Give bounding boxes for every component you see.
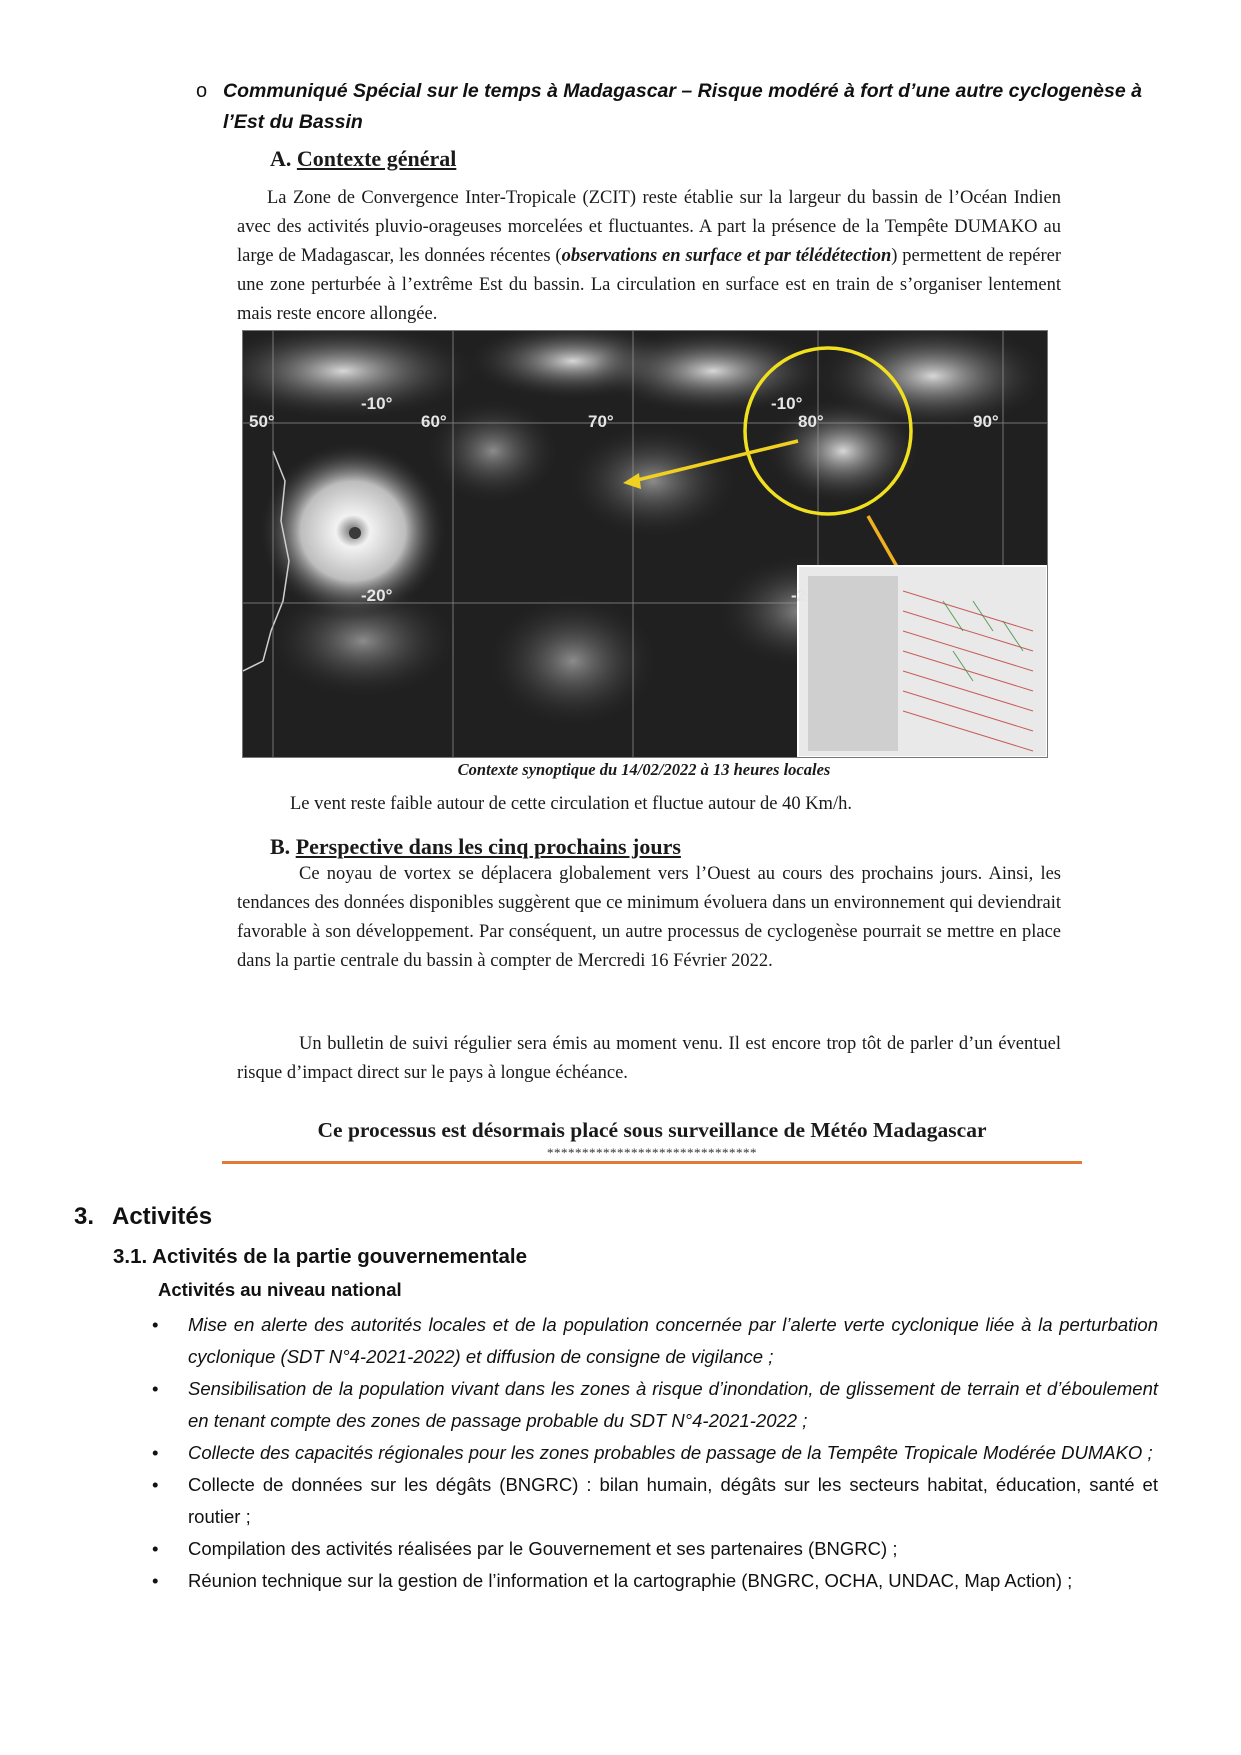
lon-label-2: 70° — [588, 412, 614, 431]
list-item-text: Compilation des activités réalisées par le Gouvernement et ses partenaires (BNGRC) ; — [188, 1538, 898, 1559]
lat-label-2: -20° — [361, 586, 393, 605]
section-3-1-title: Activités de la partie gouvernementale — [152, 1245, 527, 1268]
figure-caption: Contexte synoptique du 14/02/2022 à 13 heures locales — [457, 760, 831, 779]
list-item — [148, 1469, 1158, 1533]
section-3-1-number: 3.1. — [113, 1245, 148, 1268]
lon-label-4: 90° — [973, 412, 999, 431]
list-item-text: Réunion technique sur la gestion de l’information et la cartographie (BNGRC, OCHA, UNDAC, Map Action) ; — [188, 1570, 1073, 1591]
lat-label-3: -2 — [791, 586, 807, 605]
bullet-dot: • — [152, 1378, 159, 1399]
lon-label-0: 50° — [249, 412, 275, 431]
communique-title: Communiqué Spécial sur le temps à Madagascar – Risque modéré à fort d’une autre cyclogenèse à l’Est du Bassin — [223, 80, 1142, 133]
wind-paragraph: Le vent reste faible autour de cette circulation et fluctue autour de 40 Km/h. — [290, 794, 852, 814]
section-b-heading — [270, 834, 681, 860]
list-bullet-circle: o — [196, 80, 208, 102]
section-a-letter: A. — [270, 146, 292, 171]
bullet-dot: • — [152, 1570, 159, 1591]
surveillance-banner: Ce processus est désormais placé sous surveillance de Météo Madagascar — [317, 1118, 987, 1142]
section-3-number: 3. — [74, 1203, 95, 1230]
bullet-dot: • — [152, 1474, 159, 1495]
section-a-title: Contexte général — [296, 146, 457, 171]
context-emphasis: observations en surface et par télédétection — [561, 246, 892, 266]
section-3-title: Activités — [112, 1203, 213, 1230]
list-item-text: Mise en alerte des autorités locales et de la population concernée par l’alerte verte cyclonique liée à la perturbation cyclonique (SDT N°4-2021-2022) et diffusion de consigne de vigilance ; — [188, 1314, 1158, 1367]
section-a-heading — [270, 146, 456, 172]
section-b-title: Perspective dans les cinq prochains jours — [295, 834, 681, 859]
stars-divider: ****************************** — [547, 1145, 757, 1160]
context-paragraph — [237, 184, 1061, 329]
lat-label-1: -10° — [771, 394, 803, 413]
activity-list — [148, 1309, 1158, 1597]
list-item — [148, 1565, 1158, 1597]
satellite-image — [242, 330, 1048, 758]
bullet-dot: • — [152, 1314, 159, 1335]
lon-label-3: 80° — [798, 412, 824, 431]
list-item-text: Collecte de données sur les dégâts (BNGRC) : bilan humain, dégâts sur les secteurs habitat, éducation, santé et routier ; — [188, 1474, 1158, 1527]
orange-divider — [222, 1161, 1082, 1164]
list-item-text: Sensibilisation de la population vivant dans les zones à risque d’inondation, de glissement de terrain et d’éboulement en tenant compte des zones de passage probable du SDT N°4-2021-2022 ; — [188, 1378, 1158, 1431]
list-item — [148, 1373, 1158, 1437]
list-item — [148, 1437, 1158, 1469]
list-item — [148, 1533, 1158, 1565]
list-item — [148, 1309, 1158, 1373]
bullet-dot: • — [152, 1442, 159, 1463]
section-3-heading — [74, 1203, 212, 1231]
section-b-letter: B. — [270, 834, 291, 859]
outlook-paragraph: Ce noyau de vortex se déplacera globalement vers l’Ouest au cours des prochains jours. Ainsi, les tendances des données disponibles suggèrent que ce minimum évoluera dans un environnement qui deviendrait favorable à son développement. Par conséquent, un autre processus de cyclogenèse pourrait se mettre en place dans la partie centrale du bassin à compter de Mercredi 16 Février 2022. — [237, 864, 1061, 971]
followup-paragraph: Un bulletin de suivi régulier sera émis au moment venu. Il est encore trop tôt de parler d’un éventuel risque d’impact direct sur le pays à longue échéance. — [237, 1034, 1061, 1083]
context-text-1: La Zone de Convergence Inter-Tropicale (ZCIT) reste établie sur la largeur du bassin de l’Océan Indien avec des activités pluvio-orageuses morcelées et fluctuantes. A part la présence de la Tempête DUMAKO au large de Madagascar, les données récentes ( — [237, 188, 1061, 266]
bullet-dot: • — [152, 1538, 159, 1559]
list-item-text: Collecte des capacités régionales pour les zones probables de passage de la Tempête Tropicale Modérée DUMAKO ; — [188, 1442, 1153, 1463]
context-text-2: ) permettent de repérer une zone perturbée à l’extrême Est du bassin. La circulation en surface est en train de s’organiser lentement mais reste encore allongée. — [237, 246, 1061, 324]
section-3-1-heading — [113, 1245, 527, 1269]
lon-label-1: 60° — [421, 412, 447, 431]
lat-label-0: -10° — [361, 394, 393, 413]
national-activities-heading: Activités au niveau national — [158, 1279, 402, 1300]
